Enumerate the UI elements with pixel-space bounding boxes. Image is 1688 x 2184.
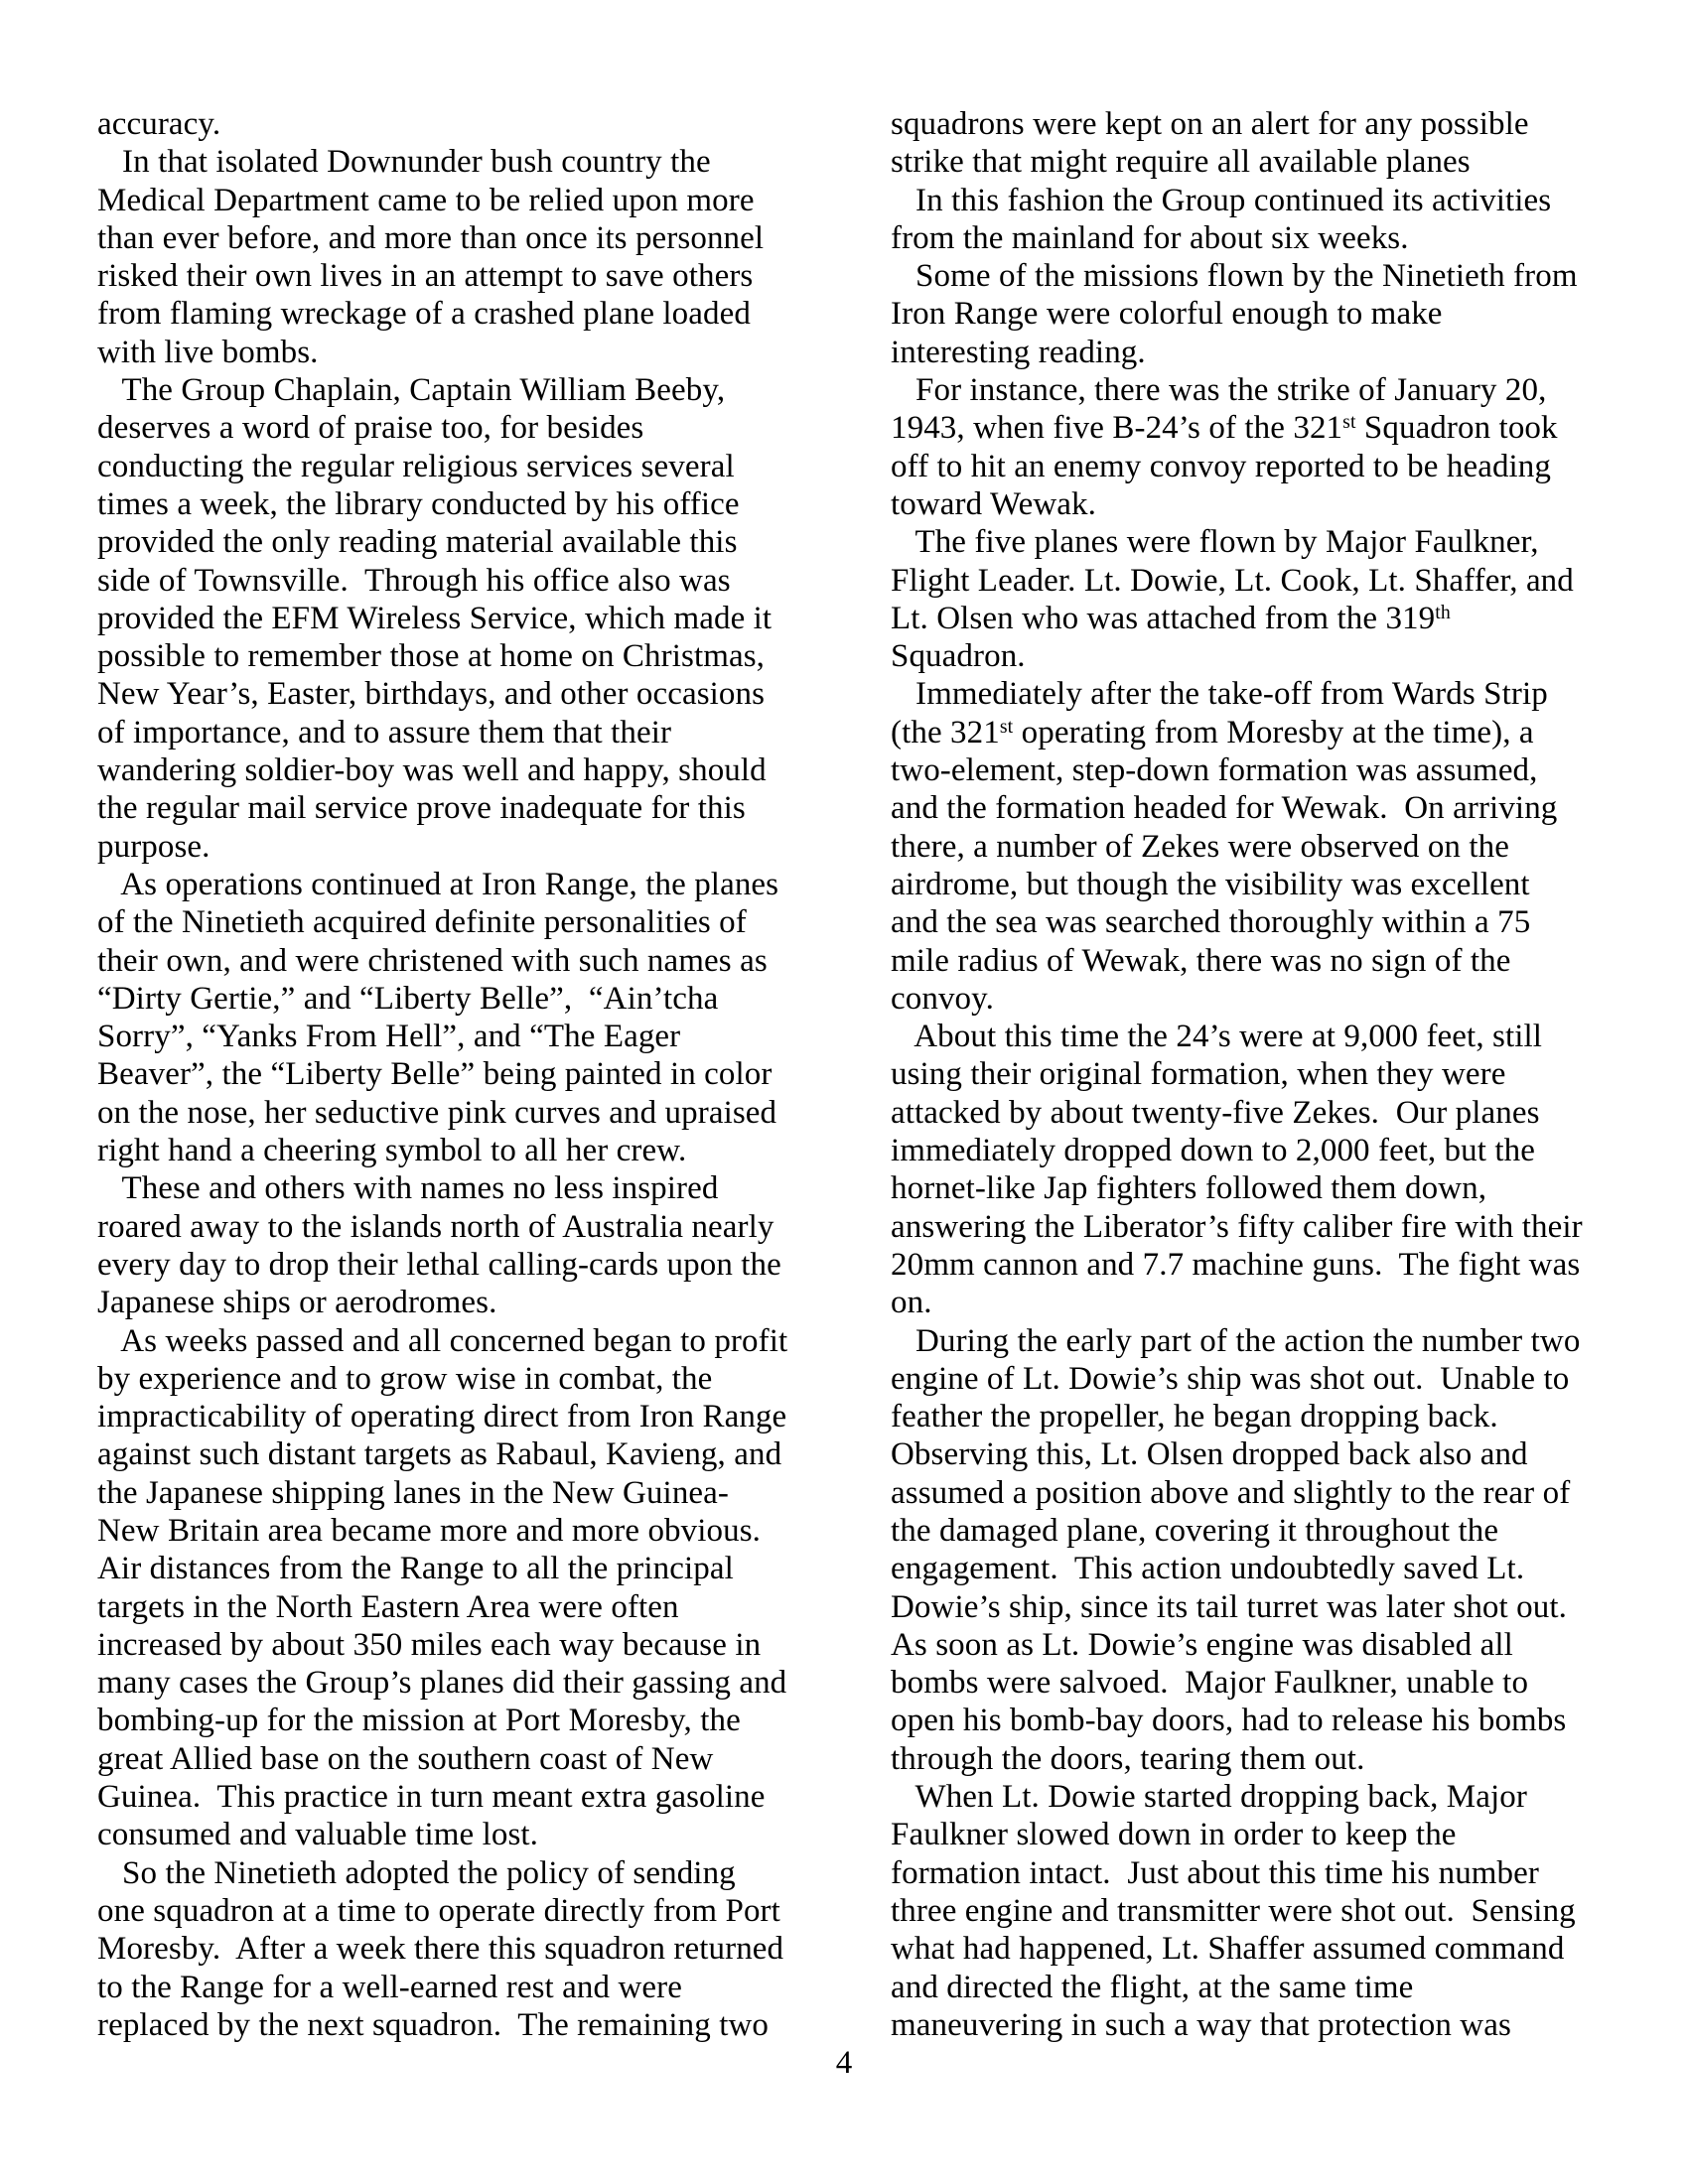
text-line: Flight Leader. Lt. Dowie, Lt. Cook, Lt. Shaffer, and: [891, 562, 1574, 599]
text-line: In this fashion the Group continued its activities: [891, 182, 1552, 218]
text-line: from flaming wreckage of a crashed plane loaded: [97, 296, 751, 333]
text-line: and the sea was searched thoroughly within a 75: [891, 904, 1531, 941]
text-line: against such distant targets as Rabaul, Kavieng, and: [97, 1436, 782, 1473]
two-column-text-body: [97, 105, 1588, 2044]
text-line: deserves a word of praise too, for besides: [97, 410, 644, 447]
text-line: wandering soldier-boy was well and happy, should: [97, 752, 767, 789]
text-line: The five planes were flown by Major Faulkner,: [891, 524, 1539, 561]
text-line: 20mm cannon and 7.7 machine guns. The fight was: [891, 1246, 1581, 1283]
text-line: roared away to the islands north of Australia nearly: [97, 1208, 774, 1245]
text-line: open his bomb-bay doors, had to release his bombs: [891, 1703, 1567, 1739]
text-line: increased by about 350 miles each way because in: [97, 1626, 762, 1663]
text-line: interesting reading.: [891, 334, 1146, 370]
text-line: assumed a position above and slightly to the rear of: [891, 1474, 1571, 1511]
text-line: impracticability of operating direct from Iron Range: [97, 1399, 787, 1435]
text-line: every day to drop their lethal calling-cards upon the: [97, 1246, 781, 1283]
text-line: Squadron.: [891, 638, 1026, 675]
text-line: Medical Department came to be relied upon more: [97, 182, 755, 218]
text-line: times a week, the library conducted by his office: [97, 485, 740, 522]
text-line: provided the only reading material available this: [97, 524, 738, 561]
text-line: New Year’s, Easter, birthdays, and other occasions: [97, 676, 766, 713]
text-line: During the early part of the action the number two: [891, 1322, 1581, 1359]
text-line: targets in the North Eastern Area were often: [97, 1588, 679, 1625]
text-line: strike that might require all available planes: [891, 144, 1471, 181]
text-line: purpose.: [97, 828, 211, 865]
text-line: Dowie’s ship, since its tail turret was later shot out.: [891, 1588, 1567, 1625]
text-line: About this time the 24’s were at 9,000 feet, still: [891, 1019, 1543, 1055]
text-line: the regular mail service prove inadequate for this: [97, 790, 746, 827]
text-line: of importance, and to assure them that their: [97, 714, 672, 751]
ordinal-superscript: th: [1435, 601, 1451, 623]
text-line: of the Ninetieth acquired definite personalities of: [97, 904, 747, 941]
text-line: answering the Liberator’s fifty caliber fire with their: [891, 1208, 1583, 1245]
text-line: on.: [891, 1285, 932, 1321]
text-line: Moresby. After a week there this squadron returned: [97, 1931, 784, 1968]
text-line: one squadron at a time to operate directly from Port: [97, 1892, 780, 1929]
text-line: engine of Lt. Dowie’s ship was shot out. Unable to: [891, 1360, 1570, 1397]
text-line: Japanese ships or aerodromes.: [97, 1285, 497, 1321]
right-column: [891, 105, 1588, 2044]
text-line: off to hit an enemy convoy reported to be heading: [891, 448, 1552, 484]
text-line: great Allied base on the southern coast of New: [97, 1740, 714, 1777]
text-line: and the formation headed for Wewak. On arriving: [891, 790, 1558, 827]
text-line: risked their own lives in an attempt to save others: [97, 258, 754, 295]
text-line: than ever before, and more than once its personnel: [97, 219, 765, 256]
text-line: Iron Range were colorful enough to make: [891, 296, 1443, 333]
text-line: through the doors, tearing them out.: [891, 1740, 1365, 1777]
text-line: “Dirty Gertie,” and “Liberty Belle”, “Ain’tcha: [97, 980, 719, 1017]
text-line: what had happened, Lt. Shaffer assumed command: [891, 1931, 1565, 1968]
text-line: As soon as Lt. Dowie’s engine was disabled all: [891, 1626, 1513, 1663]
text-line: on the nose, her seductive pink curves and upraised: [97, 1094, 777, 1131]
text-line: hornet-like Jap fighters followed them down,: [891, 1170, 1487, 1207]
text-line: there, a number of Zekes were observed on the: [891, 828, 1509, 865]
text-line: consumed and valuable time lost.: [97, 1817, 539, 1853]
text-line: (the 321st operating from Moresby at the time), a: [891, 714, 1534, 751]
text-line: bombing-up for the mission at Port Moresby, the: [97, 1703, 741, 1739]
text-line: two-element, step-down formation was assumed,: [891, 752, 1538, 789]
text-line: from the mainland for about six weeks.: [891, 219, 1409, 256]
text-line: and directed the flight, at the same time: [891, 1969, 1414, 2005]
text-line: Observing this, Lt. Olsen dropped back also and: [891, 1436, 1528, 1473]
text-line: replaced by the next squadron. The remaining two: [97, 2006, 770, 2043]
text-line: airdrome, but though the visibility was excellent: [891, 866, 1530, 902]
text-line: possible to remember those at home on Christmas,: [97, 638, 766, 675]
text-line: When Lt. Dowie started dropping back, Major: [891, 1779, 1527, 1816]
text-line: Faulkner slowed down in order to keep the: [891, 1817, 1457, 1853]
text-line: to the Range for a well-earned rest and were: [97, 1969, 682, 2005]
text-line: So the Ninetieth adopted the policy of sending: [97, 1854, 736, 1891]
text-line: mile radius of Wewak, there was no sign of the: [891, 942, 1511, 979]
text-line: Beaver”, the “Liberty Belle” being painted in color: [97, 1056, 773, 1093]
text-line: These and others with names no less inspired: [97, 1170, 719, 1207]
text-line: side of Townsville. Through his office also was: [97, 562, 731, 599]
text-line: New Britain area became more and more obvious.: [97, 1512, 762, 1549]
text-line: conducting the regular religious services several: [97, 448, 735, 484]
text-line: convoy.: [891, 980, 994, 1017]
page-number: 4: [835, 2045, 853, 2081]
text-line: For instance, there was the strike of January 20,: [891, 372, 1547, 409]
text-line: The Group Chaplain, Captain William Beeby,: [97, 372, 726, 409]
text-line: feather the propeller, he began dropping back.: [891, 1399, 1498, 1435]
text-line: toward Wewak.: [891, 485, 1096, 522]
text-line: many cases the Group’s planes did their gassing and: [97, 1665, 787, 1702]
text-line: 1943, when five B-24’s of the 321st Squadron took: [891, 410, 1558, 447]
text-line: bombs were salvoed. Major Faulkner, unable to: [891, 1665, 1529, 1702]
text-line: Some of the missions flown by the Ninetieth from: [891, 258, 1578, 295]
text-line: their own, and were christened with such names as: [97, 942, 768, 979]
text-line: formation intact. Just about this time his number: [891, 1854, 1539, 1891]
ordinal-superscript: st: [999, 715, 1014, 738]
ordinal-superscript: st: [1342, 411, 1356, 434]
text-line: As weeks passed and all concerned began to profit: [97, 1322, 788, 1359]
text-line: Air distances from the Range to all the principal: [97, 1551, 734, 1587]
text-line: provided the EFM Wireless Service, which made it: [97, 600, 773, 636]
text-line: Immediately after the take-off from Wards Strip: [891, 676, 1548, 713]
text-line: with live bombs.: [97, 334, 319, 370]
text-line: As operations continued at Iron Range, the planes: [97, 866, 779, 902]
text-line: the Japanese shipping lanes in the New Guinea-: [97, 1474, 729, 1511]
text-line: Guinea. This practice in turn meant extra gasoline: [97, 1779, 766, 1816]
text-line: using their original formation, when they were: [891, 1056, 1506, 1093]
text-line: by experience and to grow wise in combat, the: [97, 1360, 713, 1397]
text-line: the damaged plane, covering it throughout the: [891, 1512, 1499, 1549]
text-line: immediately dropped down to 2,000 feet, but the: [891, 1133, 1535, 1169]
text-line: squadrons were kept on an alert for any possible: [891, 106, 1529, 142]
text-line: maneuvering in such a way that protection was: [891, 2006, 1511, 2043]
text-line: engagement. This action undoubtedly saved Lt.: [891, 1551, 1525, 1587]
text-line: In that isolated Downunder bush country the: [97, 144, 711, 181]
text-line: three engine and transmitter were shot out. Sensing: [891, 1892, 1576, 1929]
text-line: Sorry”, “Yanks From Hell”, and “The Eager: [97, 1019, 681, 1055]
left-column: [97, 105, 794, 2044]
text-line: right hand a cheering symbol to all her crew.: [97, 1133, 687, 1169]
text-line: attacked by about twenty-five Zekes. Our planes: [891, 1094, 1540, 1131]
text-line: Lt. Olsen who was attached from the 319th: [891, 600, 1451, 636]
text-line: accuracy.: [97, 106, 221, 142]
